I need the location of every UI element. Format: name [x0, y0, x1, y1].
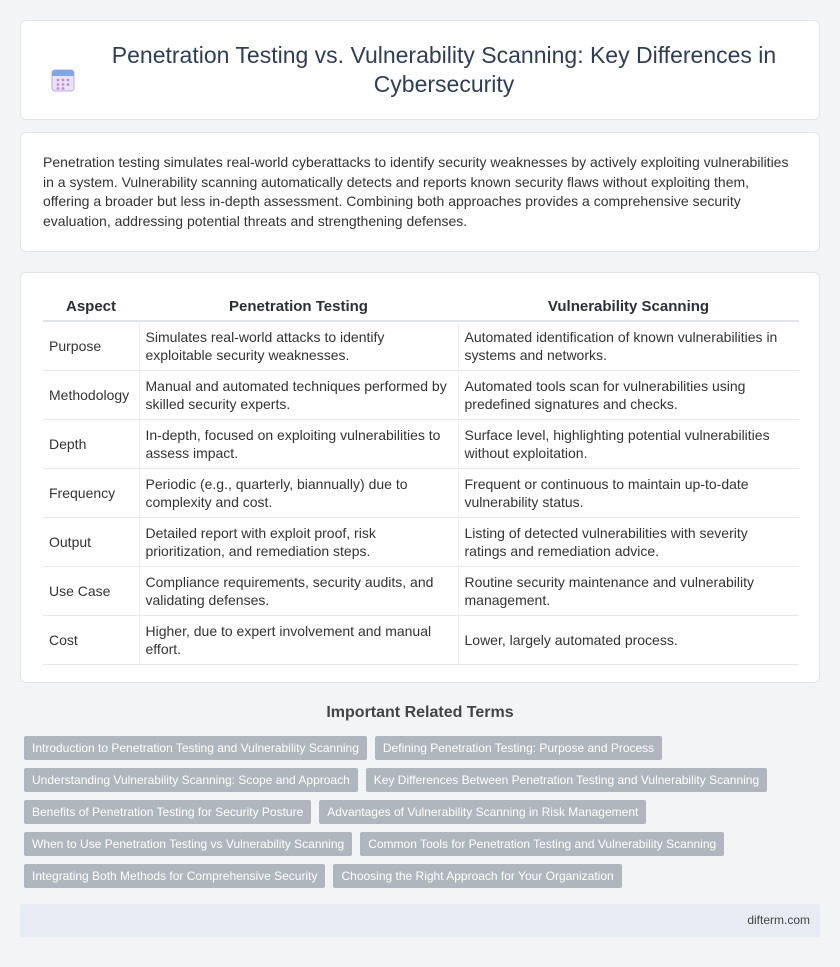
cell-penetration-testing: Compliance requirements, security audits, and validating defenses. [139, 566, 458, 615]
comparison-card [20, 272, 820, 683]
header-vulnerability-scanning: Vulnerability Scanning [458, 295, 799, 321]
table-row [43, 517, 799, 566]
cell-penetration-testing: Simulates real-world attacks to identify exploitable security weaknesses. [139, 321, 458, 370]
related-term-tag[interactable]: Benefits of Penetration Testing for Security Posture [24, 800, 311, 824]
table-row [43, 370, 799, 419]
cell-penetration-testing: Periodic (e.g., quarterly, biannually) due to complexity and cost. [139, 468, 458, 517]
table-row [43, 321, 799, 370]
footer [20, 904, 820, 937]
header-aspect: Aspect [43, 295, 139, 321]
intro-paragraph: Penetration testing simulates real-world cyberattacks to identify security weaknesses by actively exploiting vulnerabilities in a system. Vulnerability scanning automatically detects and reports known security flaws without exploiting them, offering a broader but less in-depth assessment. Combining both approaches provides a comprehensive security evaluation, addressing potential threats and strengthening defenses. [43, 154, 789, 229]
cell-penetration-testing: Detailed report with exploit proof, risk prioritization, and remediation steps. [139, 517, 458, 566]
table-row [43, 566, 799, 615]
title-card [20, 20, 820, 120]
footer-site-link[interactable]: difterm.com [747, 913, 810, 927]
related-term-tag[interactable]: Understanding Vulnerability Scanning: Scope and Approach [24, 768, 358, 792]
related-term-tag[interactable]: Advantages of Vulnerability Scanning in Risk Management [319, 800, 646, 824]
cell-aspect: Methodology [43, 370, 139, 419]
cell-penetration-testing: Higher, due to expert involvement and manual effort. [139, 615, 458, 664]
intro-card [20, 132, 820, 252]
related-term-tag[interactable]: Defining Penetration Testing: Purpose and Process [375, 736, 662, 760]
cell-vulnerability-scanning: Listing of detected vulnerabilities with severity ratings and remediation advice. [458, 517, 799, 566]
cell-vulnerability-scanning: Automated tools scan for vulnerabilities using predefined signatures and checks. [458, 370, 799, 419]
related-terms-title: Important Related Terms [326, 704, 514, 721]
calendar-grid-icon [50, 67, 76, 93]
cell-vulnerability-scanning: Routine security maintenance and vulnerability management. [458, 566, 799, 615]
page-title: Penetration Testing vs. Vulnerability Scanning: Key Differences in Cybersecurity [111, 42, 777, 97]
cell-penetration-testing: In-depth, focused on exploiting vulnerabilities to assess impact. [139, 419, 458, 468]
cell-vulnerability-scanning: Automated identification of known vulnerabilities in systems and networks. [458, 321, 799, 370]
cell-vulnerability-scanning: Lower, largely automated process. [458, 615, 799, 664]
related-term-tag[interactable]: When to Use Penetration Testing vs Vulnerability Scanning [24, 832, 352, 856]
cell-vulnerability-scanning: Surface level, highlighting potential vulnerabilities without exploitation. [458, 419, 799, 468]
cell-aspect: Use Case [43, 566, 139, 615]
cell-vulnerability-scanning: Frequent or continuous to maintain up-to-date vulnerability status. [458, 468, 799, 517]
cell-aspect: Cost [43, 615, 139, 664]
comparison-table [43, 295, 799, 665]
related-term-tag[interactable]: Introduction to Penetration Testing and Vulnerability Scanning [24, 736, 367, 760]
cell-aspect: Purpose [43, 321, 139, 370]
related-term-tag[interactable]: Choosing the Right Approach for Your Organization [333, 864, 621, 888]
cell-penetration-testing: Manual and automated techniques performed by skilled security experts. [139, 370, 458, 419]
related-terms-list [24, 736, 824, 896]
related-term-tag[interactable]: Integrating Both Methods for Comprehensive Security [24, 864, 325, 888]
related-term-tag[interactable]: Common Tools for Penetration Testing and Vulnerability Scanning [360, 832, 724, 856]
table-row [43, 419, 799, 468]
cell-aspect: Output [43, 517, 139, 566]
table-row [43, 468, 799, 517]
related-term-tag[interactable]: Key Differences Between Penetration Testing and Vulnerability Scanning [366, 768, 767, 792]
cell-aspect: Frequency [43, 468, 139, 517]
table-row [43, 615, 799, 664]
table-header-row [43, 295, 799, 321]
cell-aspect: Depth [43, 419, 139, 468]
header-penetration-testing: Penetration Testing [139, 295, 458, 321]
